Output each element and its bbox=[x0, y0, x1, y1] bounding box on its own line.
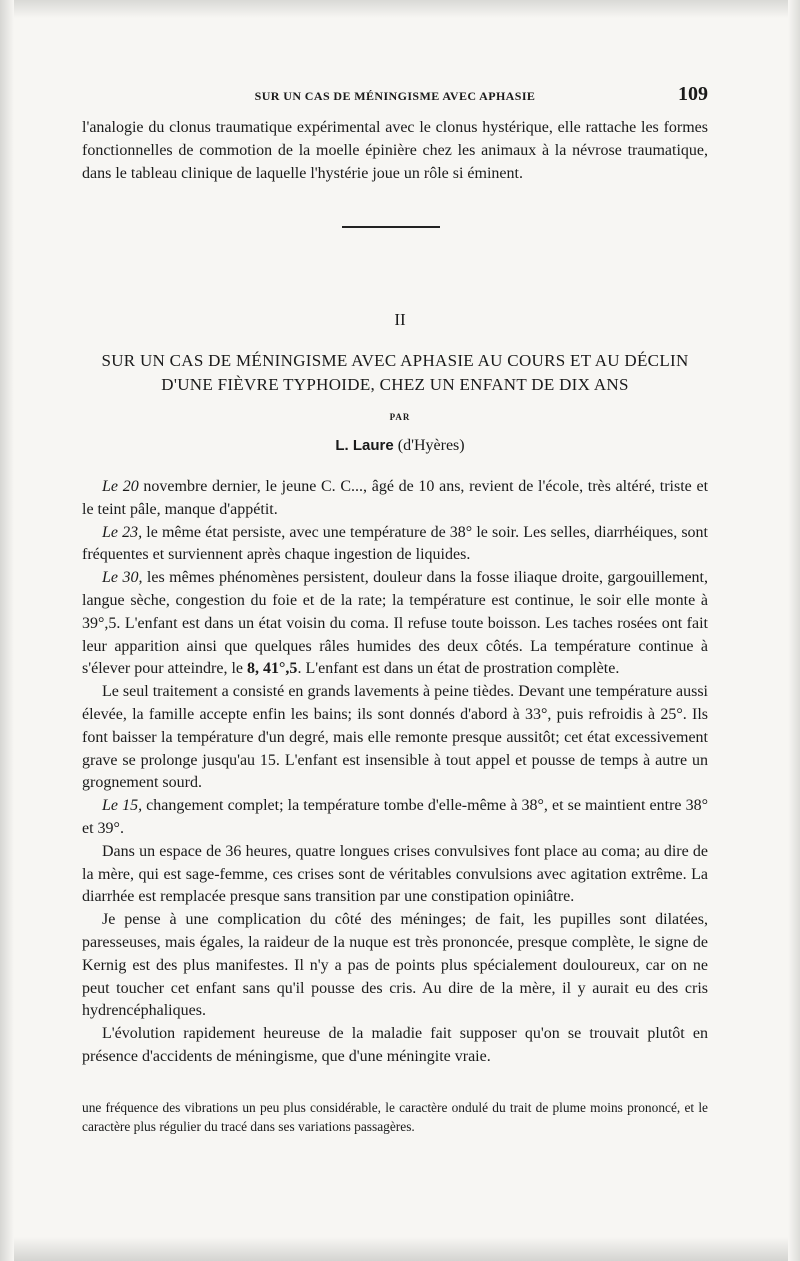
body-paragraph-8: L'évolution rapidement heureuse de la maladie fait supposer qu'on se trouvait plutôt en présence d'accidents de méningisme, que d'une méningite vraie. bbox=[82, 1025, 708, 1065]
body-paragraph-6: Dans un espace de 36 heures, quatre longues crises convulsives font place au coma; au dire de la mère, qui est sage-femme, ces crises sont de véritables convulsions avec agitation extrême. La diarrhée est remplacée presque sans transition par une constipation opiniâtre. bbox=[82, 842, 708, 906]
body-paragraph-4: Le seul traitement a consisté en grands lavements à peine tièdes. Devant une température aussi élevée, la famille accepte enfin les bains; ils sont donnés d'abord à 33°, puis refroidis à 25°. Ils font baisser la température d'un degré, mais elle remonte presque aussitôt; cet état excessivement grave se prolonge jusqu'au 15. L'enfant est insensible à tout appel et pousse de temps à autre un grognement sourd. bbox=[82, 683, 708, 792]
footnote-text: une fréquence des vibrations un peu plus considérable, le caractère ondulé du trait de plume moins prononcé, et le caractère plus régulier du tracé dans ses variations passagères. bbox=[82, 1100, 708, 1134]
scan-edge-bottom bbox=[0, 1237, 800, 1261]
date-label: Le 15, bbox=[102, 797, 143, 815]
page-number: 109 bbox=[678, 83, 708, 105]
scan-edge-left bbox=[0, 0, 14, 1261]
section-divider-rule bbox=[342, 226, 440, 228]
date-label: Le 20 bbox=[102, 478, 139, 495]
scan-edge-top bbox=[0, 0, 800, 18]
peak-temperature: 8, 41°,5 bbox=[247, 660, 298, 678]
author-name: L. Laure bbox=[335, 437, 394, 454]
article-title bbox=[82, 349, 708, 397]
running-title: SUR UN CAS DE MÉNINGISME AVEC APHASIE bbox=[254, 89, 536, 103]
byline-par: PAR bbox=[389, 412, 411, 422]
footnote bbox=[82, 1098, 708, 1136]
scan-edge-right bbox=[788, 0, 800, 1261]
date-label: Le 23, bbox=[102, 523, 143, 541]
body-paragraph-3: Le 30, les mêmes phénomènes persistent, douleur dans la fosse iliaque droite, gargouillement, langue sèche, congestion du foie et de la rate; la température est continue, le soir elle monte à 39°,5. L'enfant est dans un état voisin du coma. Il refuse toute boisson. Les taches rosées ont fait leur apparition ainsi que quelques râles humides des deux côtés. La température continue à s'élever pour atteindre, le 8, 41°,5. L'enfant est dans un état de prostration complète. bbox=[82, 569, 709, 678]
article-number: II bbox=[394, 310, 406, 329]
carryover-paragraph-block bbox=[82, 117, 708, 185]
article-title-line-2: D'UNE FIÈVRE TYPHOIDE, CHEZ UN ENFANT DE DIX ANS bbox=[161, 375, 629, 394]
running-head bbox=[82, 84, 708, 108]
body-paragraph-5: Le 15, changement complet; la température tombe d'elle-même à 38°, et se maintient entre 38° et 39°. bbox=[82, 797, 709, 837]
carryover-paragraph: l'analogie du clonus traumatique expérimental avec le clonus hystérique, elle rattache les formes fonctionnelles de commotion de la moelle épinière chez les animaux à la névrose traumatique, dans le tableau clinique de laquelle l'hystérie joue un rôle si éminent. bbox=[82, 119, 708, 182]
date-label: Le 30, bbox=[102, 569, 143, 587]
body-paragraph-2: Le 23, le même état persiste, avec une température de 38° le soir. Les selles, diarrhéiques, sont fréquentes et surviennent après chaque ingestion de liquides. bbox=[82, 523, 709, 564]
author-line bbox=[0, 437, 800, 455]
article-title-line-1: SUR UN CAS DE MÉNINGISME AVEC APHASIE AU COURS ET AU DÉCLIN bbox=[101, 351, 689, 370]
body-paragraph-1: Le 20 novembre dernier, le jeune C. C..., âgé de 10 ans, revient de l'école, très altéré, triste et le teint pâle, manque d'appétit. bbox=[82, 478, 709, 518]
author-place: (d'Hyères) bbox=[397, 437, 465, 454]
article-body bbox=[82, 476, 708, 1069]
body-paragraph-7: Je pense à une complication du côté des méninges; de fait, les pupilles sont dilatées, paresseuses, mais égales, la raideur de la nuque est très prononcée, presque complète, le signe de Kernig est des plus manifestes. Il n'y a pas de points plus spécialement douloureux, car on ne peut toucher cet enfant sans qu'il pousse des cris. Au dire de la mère, il y aurait eu des cris hydrencéphaliques. bbox=[82, 911, 708, 1020]
